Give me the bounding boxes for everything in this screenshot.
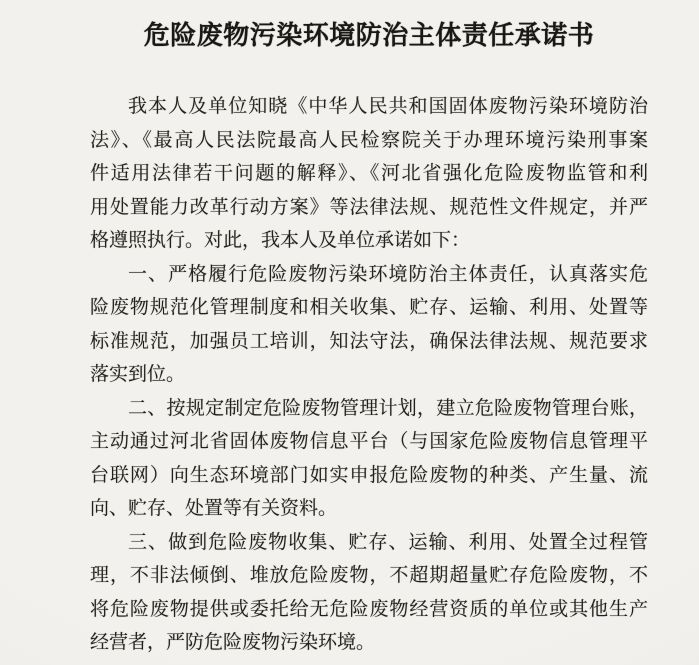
paragraph (90, 90, 648, 258)
text-line: 二、按规定制定危险废物管理计划，建立危险废物管理台账， (128, 397, 648, 419)
text-line: 台联网）向生态环境部门如实申报危险废物的种类、产生量、流 (90, 464, 648, 486)
text-line: 将危险废物提供或委托给无危险废物经营资质的单位或其他生产 (90, 598, 648, 620)
text-line: 格遵照执行。对此，我本人及单位承诺如下： (90, 230, 471, 251)
text-line: 主动通过河北省固体废物信息平台（与国家危险废物信息管理平 (90, 431, 648, 452)
text-line: 法》、《最高人民法院最高人民检察院关于办理环境污染刑事案 (90, 129, 648, 151)
document-title: 危险废物污染环境防治主体责任承诺书 (143, 21, 595, 50)
document-body (90, 90, 648, 660)
text-line: 三、做到危险废物收集、贮存、运输、利用、处置全过程管 (128, 531, 648, 553)
text-line: 用处置能力改革行动方案》等法律法规、规范性文件规定，并严 (90, 196, 648, 218)
text-line: 经营者，严防危险废物污染环境。 (90, 632, 376, 653)
text-line: 落实到位。 (90, 364, 186, 385)
paragraph (90, 526, 648, 660)
text-line: 我本人及单位知晓《中华人民共和国固体废物污染环境防治 (128, 96, 648, 117)
text-line: 件适用法律若干问题的解释》、《河北省强化危险废物监管和利 (90, 163, 648, 184)
text-line: 理，不非法倾倒、堆放危险废物，不超期超量贮存危险废物，不 (90, 565, 648, 586)
paragraph (90, 392, 648, 526)
paragraph (90, 258, 648, 392)
text-line: 险废物规范化管理制度和相关收集、贮存、运输、利用、处置等 (90, 297, 648, 318)
text-line: 一、严格履行危险废物污染环境防治主体责任，认真落实危 (128, 263, 648, 285)
text-line: 标准规范，加强员工培训，知法守法，确保法律法规、规范要求 (90, 330, 648, 352)
text-line: 向、贮存、处置等有关资料。 (90, 498, 338, 519)
